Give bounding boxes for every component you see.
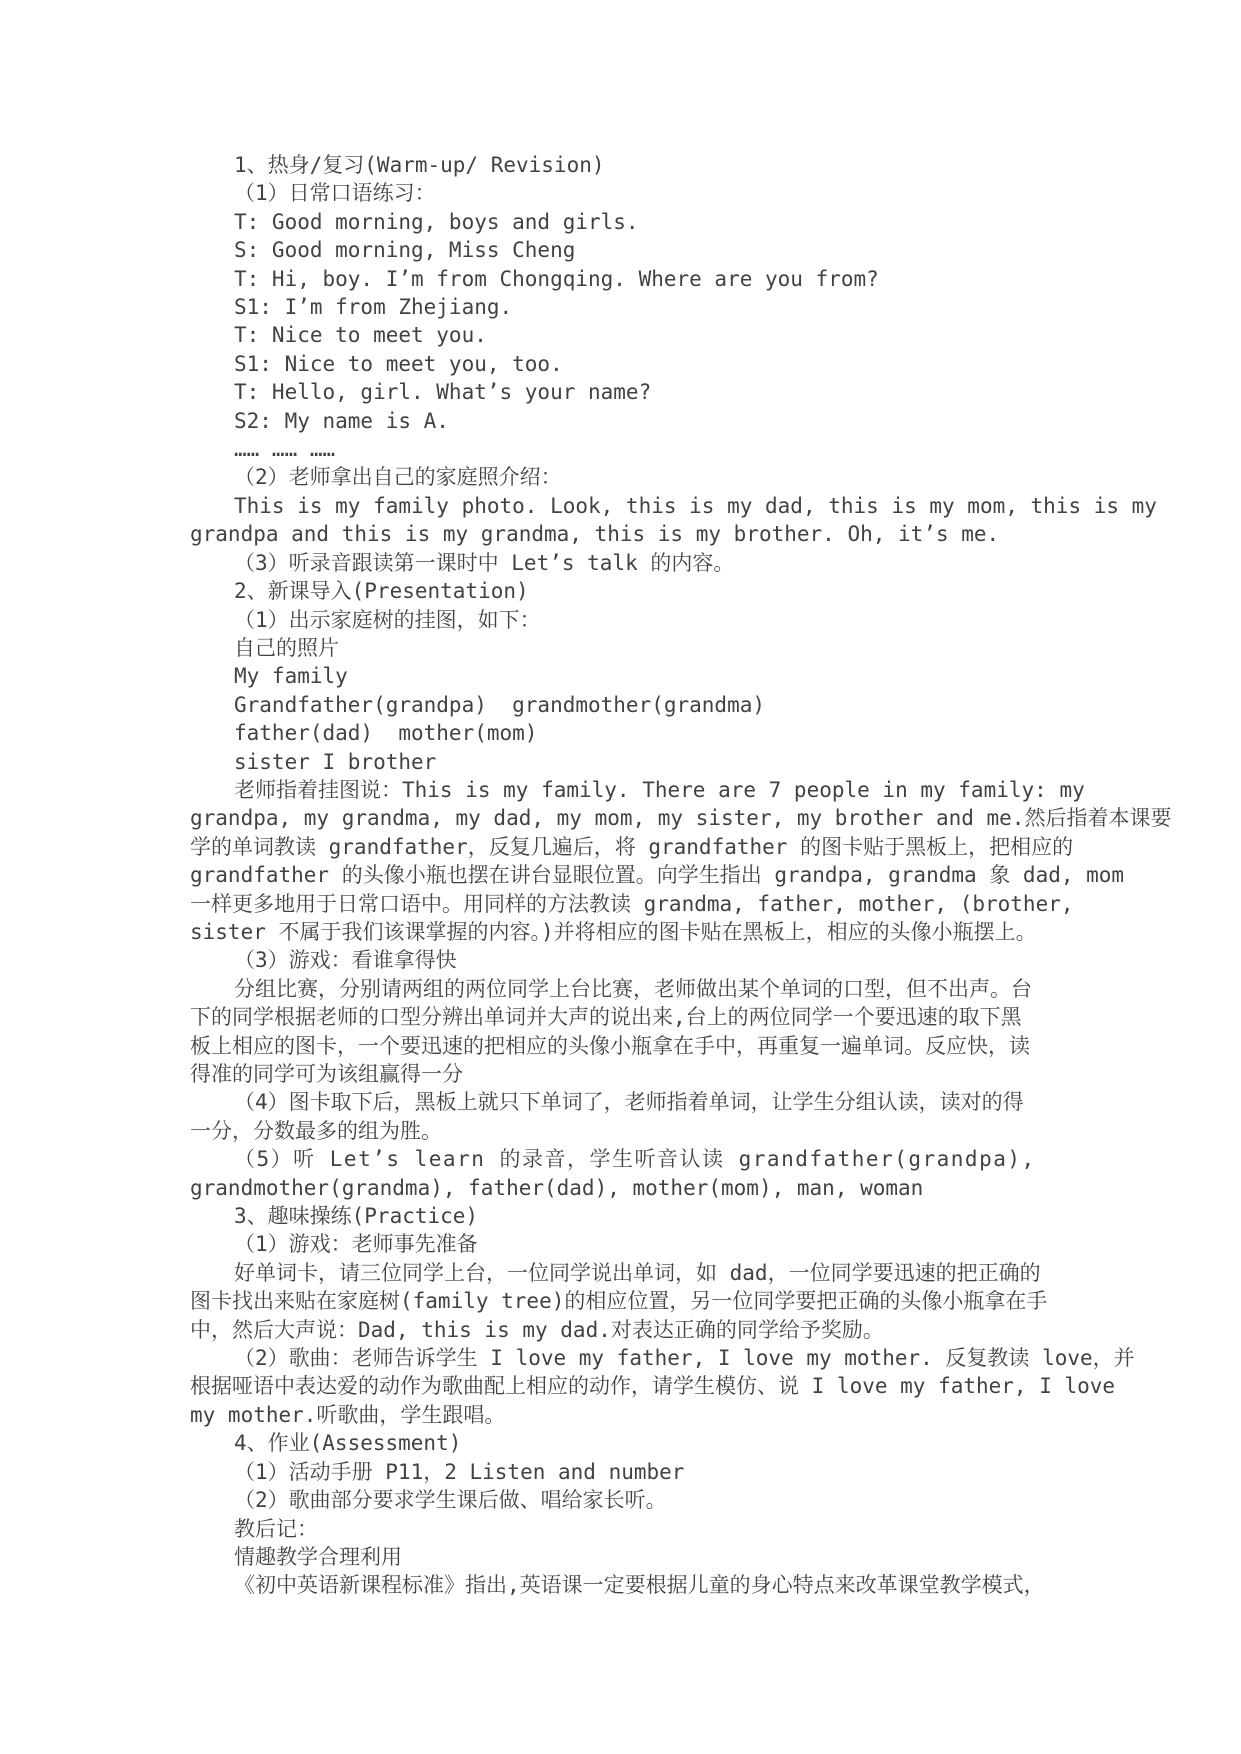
doc-line: （4）图卡取下后，黑板上就只下单词了，老师指着单词，让学生分组认读，读对的得 bbox=[234, 1090, 1024, 1115]
doc-line: T: Hello, girl. What’s your name? bbox=[234, 380, 652, 405]
doc-line: 1、热身/复习(Warm-up/ Revision) bbox=[234, 153, 605, 177]
doc-line: S1: Nice to meet you, too. bbox=[234, 351, 563, 376]
doc-line: sister 不属于我们该课掌握的内容。)并将相应的图卡贴在黑板上，相应的头像小瓶摆上。 bbox=[190, 919, 1037, 944]
doc-line: （1）日常口语练习： bbox=[234, 181, 436, 206]
doc-line: father(dad) mother(mom) bbox=[234, 721, 538, 746]
doc-line: …… …… …… bbox=[234, 437, 336, 462]
doc-line: （1）出示家庭树的挂图，如下： bbox=[234, 607, 541, 632]
doc-line: Grandfather(grandpa) grandmother(grandma) bbox=[234, 692, 766, 717]
doc-line: 老师指着挂图说：This is my family. There are 7 people in my family: my bbox=[234, 777, 1085, 802]
doc-line: 学的单词教读 grandfather，反复几遍后，将 grandfather 的图卡贴于黑板上，把相应的 bbox=[190, 834, 1074, 859]
doc-line: 一样更多地用于日常口语中。用同样的方法教读 grandma, father, mother, (brother, bbox=[190, 891, 1074, 916]
doc-line: grandmother(grandma), father(dad), mother(mom), man, woman bbox=[190, 1175, 924, 1200]
doc-line: 情趣教学合理利用 bbox=[234, 1544, 402, 1569]
doc-line: This is my family photo. Look, this is my dad, this is my mom, this is my bbox=[234, 493, 1157, 518]
doc-line: grandfather 的头像小瓶也摆在讲台显眼位置。向学生指出 grandpa, grandma 象 dad, mom bbox=[190, 863, 1125, 888]
doc-line: 分组比赛，分别请两组的两位同学上台比赛，老师做出某个单词的口型，但不出声。台 bbox=[234, 976, 1032, 1001]
doc-line: 好单词卡，请三位同学上台，一位同学说出单词，如 dad，一位同学要迅速的把正确的 bbox=[234, 1260, 1041, 1285]
doc-line: 《初中英语新课程标准》指出,英语课一定要根据儿童的身心特点来改革课堂教学模式， bbox=[234, 1573, 1045, 1598]
doc-line: 板上相应的图卡，一个要迅速的把相应的头像小瓶拿在手中，再重复一遍单词。反应快，读 bbox=[190, 1033, 1030, 1058]
doc-line: sister I brother bbox=[234, 749, 437, 774]
doc-line: S1: I’m from Zhejiang. bbox=[234, 295, 513, 320]
doc-line: 2、新课导入(Presentation) bbox=[234, 579, 529, 604]
doc-line: 得准的同学可为该组赢得一分 bbox=[190, 1062, 463, 1086]
doc-line: （2）歌曲：老师告诉学生 I love my father, I love my mother. 反复教读 love，并 bbox=[234, 1346, 1135, 1371]
doc-line: my mother.听歌曲，学生跟唱。 bbox=[190, 1402, 506, 1427]
doc-line: 一分，分数最多的组为胜。 bbox=[190, 1118, 442, 1143]
doc-line: 图卡找出来贴在家庭树(family tree)的相应位置，另一位同学要把正确的头像小瓶拿在手 bbox=[190, 1289, 1048, 1314]
doc-line: grandpa, my grandma, my dad, my mom, my sister, my brother and me.然后指着本课要 bbox=[190, 806, 1172, 831]
doc-line: 中，然后大声说：Dad, this is my dad.对表达正确的同学给予奖励。 bbox=[190, 1317, 884, 1342]
doc-line: T: Good morning, boys and girls. bbox=[234, 209, 639, 234]
doc-line: T: Nice to meet you. bbox=[234, 323, 487, 348]
doc-line: 3、趣味操练(Practice) bbox=[234, 1204, 479, 1229]
doc-line: （3）游戏：看谁拿得快 bbox=[234, 948, 457, 973]
doc-line: 4、作业(Assessment) bbox=[234, 1431, 462, 1456]
doc-line: （2）老师拿出自己的家庭照介绍： bbox=[234, 465, 562, 490]
doc-line: 教后记： bbox=[234, 1516, 318, 1541]
doc-line: 下的同学根据老师的口型分辨出单词并大声的说出来,台上的两位同学一个要迅速的取下黑 bbox=[190, 1005, 1022, 1030]
doc-line: （1）游戏：老师事先准备 bbox=[234, 1232, 478, 1257]
text-block bbox=[190, 151, 1172, 1600]
doc-line: （1）活动手册 P11，2 Listen and number bbox=[234, 1459, 685, 1484]
doc-line: S2: My name is A. bbox=[234, 408, 449, 433]
doc-line: 根据哑语中表达爱的动作为歌曲配上相应的动作，请学生模仿、说 I love my father, I love bbox=[190, 1374, 1116, 1399]
doc-line: S: Good morning, Miss Cheng bbox=[234, 238, 576, 263]
doc-line: （3）听录音跟读第一课时中 Let’s talk 的内容。 bbox=[234, 550, 735, 575]
doc-line: T: Hi, boy. I’m from Chongqing. Where are you from? bbox=[234, 266, 879, 291]
doc-line: grandpa and this is my grandma, this is my brother. Oh, it’s me. bbox=[190, 522, 1000, 547]
doc-line: 自己的照片 bbox=[234, 635, 339, 660]
doc-line: （5）听 Let’s learn 的录音，学生听音认读 grandfather(grandpa), bbox=[234, 1147, 1036, 1172]
doc-line: My family bbox=[234, 664, 348, 689]
doc-line: （2）歌曲部分要求学生课后做、唱给家长听。 bbox=[234, 1488, 667, 1513]
